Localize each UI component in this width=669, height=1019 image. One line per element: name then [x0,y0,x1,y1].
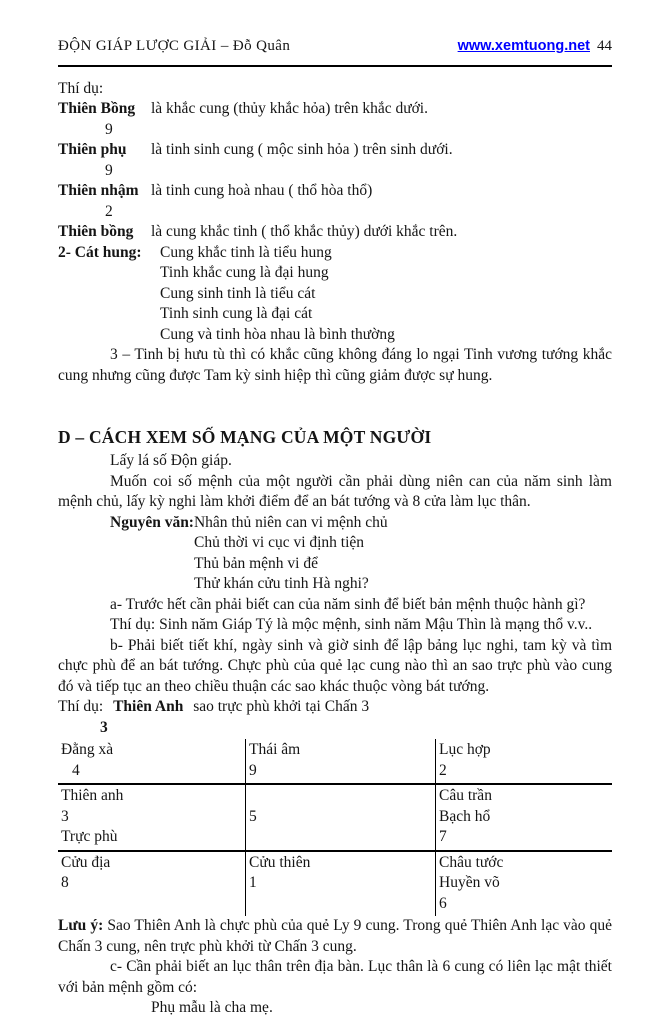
verse-lines [194,513,388,595]
cell-number: 5 [249,807,257,825]
note-paragraph: 3 – Tinh bị hưu tù thì có khắc cũng không đáng lo ngại Tinh vương tướng khắc cung nhưng cũng được Tam kỳ sinh hiệp thì cũng giảm được sự hung. [58,346,612,384]
chart-cell [58,739,245,783]
chart-cell [58,852,245,917]
rule-line: Tinh sinh cung là đại cát [160,305,313,322]
verse-line: Thử khán cửu tinh Hà nghi? [193,575,369,592]
chart-row [58,785,612,852]
page-body [58,67,612,1019]
example-desc: là cung khắc tinh ( thổ khắc thủy) dưới khắc trên. [151,223,458,240]
chart-cell [245,852,435,917]
cell-number: 2 [439,761,447,779]
nguyen-van-block [58,513,612,595]
don-giap-chart [58,739,612,916]
example-term: Thiên phụ [58,141,127,158]
example-number: 2 [105,202,113,220]
section-d-line1: Lấy lá số Độn giáp. [110,452,232,469]
verse-line: Thủ bản mệnh vi để [193,554,318,572]
thi-du-b-prefix: Thí dụ: [58,698,104,715]
item-b: b- Phải biết tiết khí, ngày sinh và giờ sinh để lập bảng lục nghi, tam kỳ và tìm chực phù để an bát tướng. Chực phù của quẻ lạc cung nào thì an sao trực phù vào cung đó và tiếp tục an theo chiều thuận các sao khác thuộc vòng bát tướng. [58,636,612,695]
website-link[interactable]: www.xemtuong.net [457,38,590,54]
luu-y-label: Lưu ý: [58,917,104,934]
example-row [58,99,612,120]
chart-cell [58,785,245,850]
page-header [58,36,612,67]
thi-du-b-rest: sao trực phù khởi tại Chấn 3 [193,698,370,715]
luu-y-text: Sao Thiên Anh là chực phù của quẻ Ly 9 cung. Trong quẻ Thiên Anh lạc vào quẻ Chấn 3 cung, nên trực phù khởi từ Chấn 3 cung. [58,917,613,955]
cell-number: 3 [61,807,69,825]
example-term: Thiên bồng [58,223,134,240]
verse-line: Nhân thủ niên can vi mệnh chủ [193,513,388,531]
cat-hung-block [58,243,612,346]
chart-cell [245,785,435,850]
example-desc: là tinh cung hoà nhau ( thổ hòa thổ) [151,182,373,199]
example-row [58,140,612,161]
phu-mau-line: Phụ mẫu là cha mẹ. [151,999,273,1016]
cell-blank [249,786,431,807]
rule-line: Cung sinh tinh là tiểu cát [160,284,316,302]
cell-star: Câu trần [439,787,492,804]
cat-hung-label: 2- Cát hung: [58,243,142,261]
item-c: c- Cần phải biết an lục thân trên địa bàn. Lục thân là 6 cung có liên lạc mật thiết với bản mệnh gồm có: [58,958,612,996]
cell-star: Bạch hổ [439,807,491,825]
cell-star: Thiên anh [61,787,124,804]
cell-star: Thái âm [249,741,301,758]
cell-star: Cửu địa [61,853,111,871]
cell-star: Huyền võ [439,874,500,891]
cell-number: 7 [439,828,447,845]
cell-star: Trực phù [61,828,118,845]
example-term: Thiên nhậm [58,182,139,199]
cell-number: 8 [61,874,69,891]
chart-cell [435,785,612,850]
rule-line: Cung và tinh hòa nhau là bình thường [160,325,395,343]
example-row [58,222,612,243]
rule-line: Cung khắc tinh là tiểu hung [160,243,332,261]
example-row [58,181,612,202]
example-term: Thiên Bồng [58,100,136,117]
chart-cell [435,852,612,917]
example-desc: là tinh sinh cung ( mộc sinh hỏa ) trên sinh dưới. [151,141,453,158]
cell-number: 1 [249,874,257,891]
example-desc: là khắc cung (thủy khắc hỏa) trên khắc dưới. [151,100,428,117]
thi-du-a: Thí dụ: Sinh năm Giáp Tý là mộc mệnh, sinh năm Mậu Thìn là mạng thổ v.v.. [110,616,593,633]
verse-line: Chủ thời vi cục vi định tiện [193,534,365,551]
header-right [458,36,612,57]
chart-row [58,852,612,917]
cell-number: 4 [72,761,80,779]
cat-hung-rules [160,243,395,346]
cell-blank [249,827,431,848]
cell-number: 9 [249,761,257,779]
cell-star: Châu tước [439,853,504,871]
chart-cell [245,739,435,783]
thi-du-b-term: Thiên Anh [113,698,184,715]
cell-star: Lục hợp [439,741,491,758]
khoi-number: 3 [100,718,108,736]
cell-star: Cửu thiên [249,853,311,871]
nguyen-van-label: Nguyên văn: [110,513,194,531]
cell-star: Đằng xà [61,741,114,758]
rule-line: Tinh khắc cung là đại hung [160,264,329,281]
thi-du-label: Thí dụ: [58,79,104,97]
section-d-para1: Muốn coi số mệnh của một người cần phải dùng niên can của năm sinh làm mệnh chủ, lấy kỳ nghi làm khởi điểm để an bát tướng và 8 cửa làm lục thân. [58,472,612,510]
luu-y-paragraph [58,916,612,957]
document-title: ĐỘN GIÁP LƯỢC GIẢI – Đỗ Quân [58,38,291,54]
page-number: 44 [597,38,612,54]
section-d-heading: D – CÁCH XEM SỐ MẠNG CỦA MỘT NGƯỜI [58,427,432,447]
chart-row [58,739,612,785]
item-a: a- Trước hết cần phải biết can của năm sinh để biết bản mệnh thuộc hành gì? [110,595,586,613]
example-number: 9 [105,161,113,179]
example-number: 9 [105,120,113,138]
chart-cell [435,739,612,783]
cell-number: 6 [439,894,447,912]
thi-du-b [58,697,612,718]
